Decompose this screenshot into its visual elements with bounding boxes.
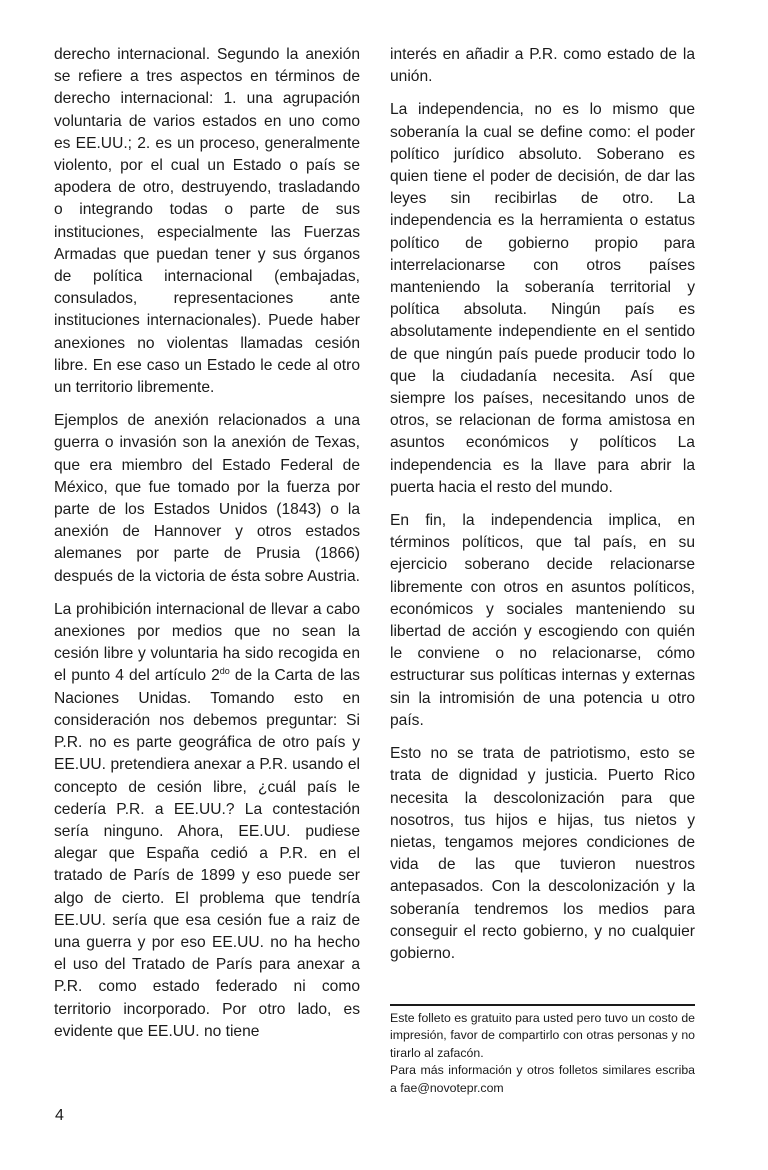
paragraph-text: de la Carta de las Naciones Unidas. Tomando esto en consideración nos debemos preguntar: Si P.R. no es parte geográfica de otro país y EE.UU. pretendiera anexar a P.R. usando el concepto de cesión libre, ¿cuál país le cedería P.R. a EE.UU.? La contestación sería ninguno. Ahora, EE.UU. pudiese alegar que España cedió a P.R. en el tratado de París de 1899 y eso puede ser algo de cierto. El problema que tendría EE.UU. sería que esa cesión fue a raiz de una guerra y por eso EE.UU. no ha hecho el uso del Tratado de París para anexar a P.R. como estado federado ni como territorio incorporado. Por otro lado, es evidente que EE.UU. no tiene — [54, 667, 360, 1040]
paragraph-annexion-examples: Ejemplos de anexión relacionados a una guerra o invasión son la anexión de Texas, que era miembro del Estado Federal de México, que fue tomado por la fuerza por parte de los Estados Unidos (1843) o la anexión de Hannover y otros estados alemanes por parte de Prusia (1866) después de la victoria de ésta sobre Austria. — [54, 412, 360, 585]
footnote-free-pamphlet: Este folleto es gratuito para usted pero tuvo un costo de impresión, favor de compartirlo con otras personas y no tirarlo al zafacón. — [390, 1011, 695, 1060]
paragraph-text: La prohibición internacional de llevar a cabo anexiones por medios que no sean la cesión libre y voluntaria ha sido recogida en el punto 4 del artículo 2 — [54, 600, 360, 685]
paragraph-un-charter — [54, 599, 360, 1043]
page-number: 4 — [55, 1107, 64, 1124]
footnote-box — [390, 1004, 695, 1097]
left-column — [54, 44, 360, 1054]
right-column — [390, 44, 695, 976]
paragraph-independence-implies: En fin, la independencia implica, en términos políticos, que tal país, en su ejercicio soberano decide relacionarse libremente con otros en asuntos políticos, económicos y sociales manteniendo su libertad de acción y escogiendo con quién le conviene o no relacionarse, cómo estructurar sus políticas internas y externas sin la intromisión de una potencia u otro país. — [390, 512, 695, 729]
footnote-contact-text: Para más información y otros folletos similares escriba a — [390, 1063, 695, 1095]
paragraph-independence-vs-sovereignty: La independencia, no es lo mismo que soberanía la cual se define como: el poder político jurídico absoluto. Soberano es quien tiene el poder de decisión, de dar las leyes sin recibirlas de otro. La independencia es la herramienta o estatus político de gobierno propio para interrelacionarse con otros países manteniendo la soberanía territorial y política absoluta. Ningún país es absolutamente independiente en el sentido de que ningún país puede producir todo lo que la ciudadanía necesita. Así que siempre los países, necesitando unos de otros, se relacionan de forma amistosa en asuntos económicos y políticos La independencia es la llave para abrir la puerta hacia el resto del mundo. — [390, 101, 695, 496]
contact-email: fae@novotepr.com — [400, 1080, 504, 1095]
footnote-contact — [390, 1062, 695, 1097]
paragraph-annexion-definition: derecho internacional. Segundo la anexión se refiere a tres aspectos en términos de derecho internacional: 1. una agrupación voluntaria de varios estados en uno como es EE.UU.; 2. es un proceso, generalmente violento, por el cual un Estado o país se apodera de otro, destruyendo, trasladando o integrando todas o parte de sus instituciones, especialmente las Fuerzas Armadas que puedan tener y sus órganos de política internacional (embajadas, consulados, representaciones ante instituciones internacionales). Puede haber anexiones no violentas llamadas cesión libre. En ese caso un Estado le cede al otro un territorio libremente. — [54, 46, 360, 397]
paragraph-union-interest: interés en añadir a P.R. como estado de la unión. — [390, 46, 695, 86]
paragraph-dignity-justice: Esto no se trata de patriotismo, esto se trata de dignidad y justicia. Puerto Rico necesita la descolonización para que nosotros, tus hijos e hijas, tus nietos y nietas, tengamos mejores condiciones de vida de las que tuvieron nuestros antepasados. Con la descolonización y la soberanía tendremos los medios para conseguir el recto gobierno, y no cualquier gobierno. — [390, 745, 695, 962]
superscript-ordinal: do — [219, 666, 230, 677]
